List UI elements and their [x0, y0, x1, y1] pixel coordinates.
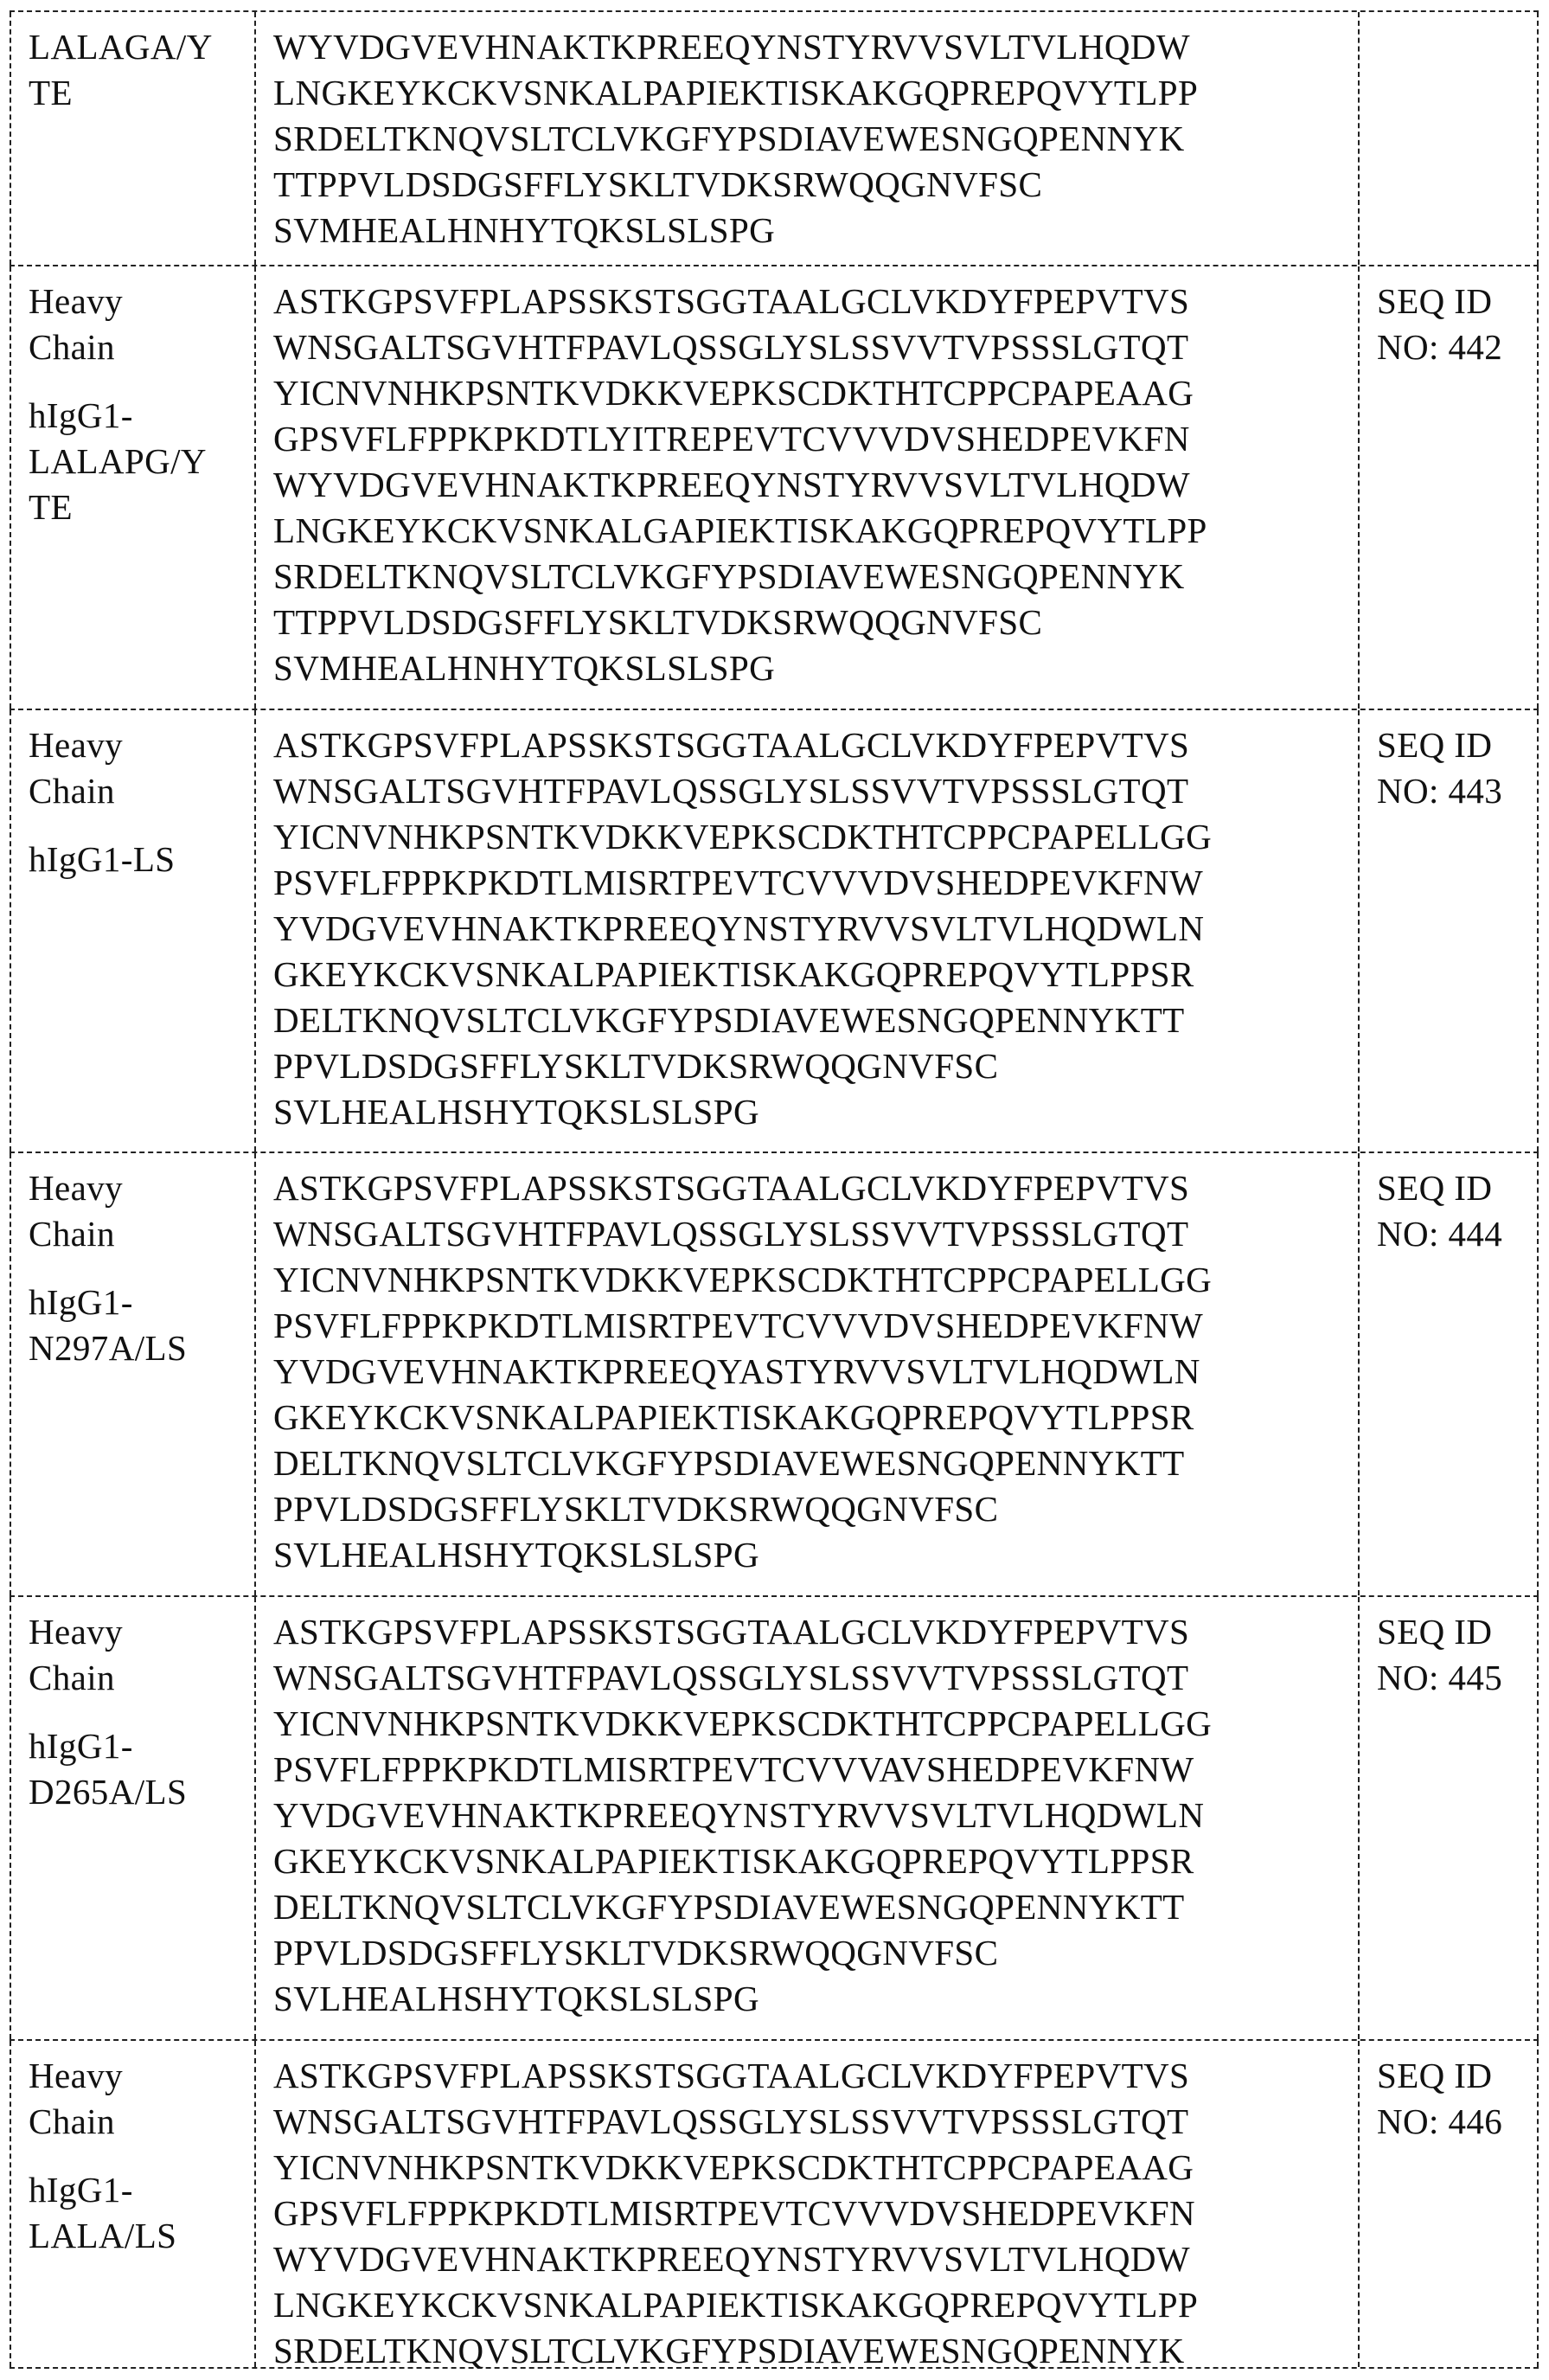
sequence-line: YICNVNHKPSNTKVDKKVEPKSCDKTHTCPPCPAPEAAG [273, 2147, 1194, 2187]
table-row [10, 1152, 1539, 1595]
sequence-line: ASTKGPSVFPLAPSSKSTSGGTAALGCLVKDYFPEPVTVS [273, 1168, 1190, 1208]
construct-name-line: Chain [29, 1658, 115, 1697]
construct-name-line: TE [29, 73, 73, 112]
construct-name-line: hIgG1- [29, 395, 133, 435]
sequence-line: DELTKNQVSLTCLVKGFYPSDIAVEWESNGQPENNYKTT [273, 1887, 1185, 1927]
sequence-line: ASTKGPSVFPLAPSSKSTSGGTAALGCLVKDYFPEPVTVS [273, 281, 1190, 321]
sequence-line: WNSGALTSGVHTFPAVLQSSGLYSLSSVVTVPSSSLGTQT [273, 327, 1189, 367]
seq-id-line: SEQ ID [1377, 281, 1493, 321]
seq-id-line: SEQ ID [1377, 2056, 1493, 2095]
construct-name-line: LALAGA/Y [29, 27, 213, 67]
sequence-line: YICNVNHKPSNTKVDKKVEPKSCDKTHTCPPCPAPELLGG [273, 1703, 1213, 1743]
sequence-line: SVMHEALHNHYTQKSLSLSPG [273, 648, 776, 688]
seq-id-line: NO: 442 [1377, 327, 1503, 367]
sequence-line: ASTKGPSVFPLAPSSKSTSGGTAALGCLVKDYFPEPVTVS [273, 1612, 1190, 1652]
construct-name-line: LALAPG/Y [29, 441, 207, 481]
construct-name-cell [10, 1597, 254, 2039]
construct-name-line: Heavy [29, 281, 124, 321]
sequence-table [10, 10, 1539, 2369]
seq-id-line: SEQ ID [1377, 1168, 1493, 1208]
sequence-cell [254, 2041, 1358, 2370]
sequence-line: LNGKEYKCKVSNKALPAPIEKTISKAKGQPREPQVYTLPP [273, 2285, 1199, 2325]
construct-name-cell [10, 266, 254, 709]
sequence-line: PPVLDSDGSFFLYSKLTVDKSRWQQGNVFSC [273, 1046, 999, 1086]
construct-name-line: Chain [29, 327, 115, 367]
construct-name-cell [10, 1153, 254, 1595]
sequence-line: WYVDGVEVHNAKTKPREEQYNSTYRVVSVLTVLHQDW [273, 465, 1190, 504]
sequence-line: SVLHEALHSHYTQKSLSLSPG [273, 1979, 759, 2018]
sequence-line: PPVLDSDGSFFLYSKLTVDKSRWQQGNVFSC [273, 1489, 999, 1529]
sequence-line: WYVDGVEVHNAKTKPREEQYNSTYRVVSVLTVLHQDW [273, 2239, 1190, 2279]
seq-id-line: NO: 444 [1377, 1214, 1503, 1254]
sequence-line: SRDELTKNQVSLTCLVKGFYPSDIAVEWESNGQPENNYK [273, 556, 1185, 596]
table-row [10, 2039, 1539, 2369]
sequence-line: PSVFLFPPKPKDTLMISRTPEVTCVVVDVSHEDPEVKFNW [273, 1305, 1204, 1345]
construct-name-line: Chain [29, 771, 115, 811]
sequence-line: SVLHEALHSHYTQKSLSLSPG [273, 1535, 759, 1575]
sequence-line: ASTKGPSVFPLAPSSKSTSGGTAALGCLVKDYFPEPVTVS [273, 725, 1190, 765]
seq-id-line: NO: 445 [1377, 1658, 1503, 1697]
sequence-line: PPVLDSDGSFFLYSKLTVDKSRWQQGNVFSC [273, 1933, 999, 1973]
seq-id-line: NO: 446 [1377, 2101, 1503, 2141]
table-row [10, 1595, 1539, 2039]
construct-name-line: Heavy [29, 725, 124, 765]
sequence-line: GKEYKCKVSNKALPAPIEKTISKAKGQPREPQVYTLPPSR [273, 954, 1194, 994]
sequence-cell [254, 12, 1358, 265]
sequence-line: GPSVFLFPPKPKDTLMISRTPEVTCVVVDVSHEDPEVKFN [273, 2193, 1196, 2233]
seq-id-line: NO: 443 [1377, 771, 1503, 811]
sequence-line: WNSGALTSGVHTFPAVLQSSGLYSLSSVVTVPSSSLGTQT [273, 2101, 1189, 2141]
seq-id-line: SEQ ID [1377, 725, 1493, 765]
construct-name-line: hIgG1- [29, 1726, 133, 1766]
construct-name-cell [10, 710, 254, 1152]
construct-name-line: Heavy [29, 2056, 124, 2095]
sequence-line: YVDGVEVHNAKTKPREEQYNSTYRVVSVLTVLHQDWLN [273, 1795, 1205, 1835]
sequence-cell [254, 710, 1358, 1152]
seq-id-cell [1358, 2041, 1539, 2367]
sequence-line: SVMHEALHNHYTQKSLSLSPG [273, 210, 776, 250]
sequence-line: WNSGALTSGVHTFPAVLQSSGLYSLSSVVTVPSSSLGTQT [273, 1658, 1189, 1697]
sequence-line: YICNVNHKPSNTKVDKKVEPKSCDKTHTCPPCPAPELLGG [273, 817, 1213, 856]
construct-name-line: Chain [29, 2101, 115, 2141]
construct-name-line: Heavy [29, 1612, 124, 1652]
construct-name-line: Heavy [29, 1168, 124, 1208]
table-row [10, 265, 1539, 709]
sequence-cell [254, 1153, 1358, 1595]
sequence-line: SVLHEALHSHYTQKSLSLSPG [273, 1092, 759, 1132]
construct-name-line: N297A/LS [29, 1328, 188, 1368]
sequence-line: YVDGVEVHNAKTKPREEQYNSTYRVVSVLTVLHQDWLN [273, 908, 1205, 948]
sequence-line: GKEYKCKVSNKALPAPIEKTISKAKGQPREPQVYTLPPSR [273, 1841, 1194, 1881]
sequence-line: LNGKEYKCKVSNKALGAPIEKTISKAKGQPREPQVYTLPP [273, 510, 1207, 550]
sequence-line: TTPPVLDSDGSFFLYSKLTVDKSRWQQGNVFSC [273, 164, 1043, 204]
seq-id-cell [1358, 12, 1539, 265]
seq-id-cell [1358, 1597, 1539, 2039]
sequence-line: GKEYKCKVSNKALPAPIEKTISKAKGQPREPQVYTLPPSR [273, 1397, 1194, 1437]
sequence-line: GPSVFLFPPKPKDTLYITREPEVTCVVVDVSHEDPEVKFN [273, 419, 1190, 459]
seq-id-line: SEQ ID [1377, 1612, 1493, 1652]
seq-id-cell [1358, 266, 1539, 709]
table-row [10, 709, 1539, 1152]
table-row [10, 10, 1539, 265]
construct-name-line: hIgG1- [29, 1282, 133, 1322]
sequence-line: YVDGVEVHNAKTKPREEQYASTYRVVSVLTVLHQDWLN [273, 1351, 1200, 1391]
sequence-line: DELTKNQVSLTCLVKGFYPSDIAVEWESNGQPENNYKTT [273, 1443, 1185, 1483]
construct-name-line: hIgG1- [29, 2170, 133, 2210]
construct-name-line: Chain [29, 1214, 115, 1254]
sequence-line: YICNVNHKPSNTKVDKKVEPKSCDKTHTCPPCPAPEAAG [273, 373, 1194, 413]
construct-name-cell [10, 12, 254, 265]
sequence-line: WNSGALTSGVHTFPAVLQSSGLYSLSSVVTVPSSSLGTQT [273, 771, 1189, 811]
construct-name-line: LALA/LS [29, 2216, 177, 2255]
construct-name-line: hIgG1-LS [29, 839, 176, 879]
sequence-line: TTPPVLDSDGSFFLYSKLTVDKSRWQQGNVFSC [273, 602, 1043, 642]
seq-id-cell [1358, 1153, 1539, 1595]
sequence-line: WYVDGVEVHNAKTKPREEQYNSTYRVVSVLTVLHQDW [273, 27, 1190, 67]
construct-name-cell [10, 2041, 254, 2367]
sequence-line: SRDELTKNQVSLTCLVKGFYPSDIAVEWESNGQPENNYK [273, 119, 1185, 158]
sequence-line: DELTKNQVSLTCLVKGFYPSDIAVEWESNGQPENNYKTT [273, 1000, 1185, 1040]
sequence-line: PSVFLFPPKPKDTLMISRTPEVTCVVVDVSHEDPEVKFNW [273, 863, 1204, 902]
construct-name-line: TE [29, 487, 73, 527]
construct-name-line: D265A/LS [29, 1772, 188, 1812]
sequence-line: LNGKEYKCKVSNKALPAPIEKTISKAKGQPREPQVYTLPP [273, 73, 1199, 112]
sequence-line: YICNVNHKPSNTKVDKKVEPKSCDKTHTCPPCPAPELLGG [273, 1260, 1213, 1299]
sequence-cell [254, 1597, 1358, 2039]
sequence-line: PSVFLFPPKPKDTLMISRTPEVTCVVVAVSHEDPEVKFNW [273, 1749, 1194, 1789]
sequence-cell [254, 266, 1358, 709]
sequence-line: WNSGALTSGVHTFPAVLQSSGLYSLSSVVTVPSSSLGTQT [273, 1214, 1189, 1254]
seq-id-cell [1358, 710, 1539, 1152]
sequence-line: SRDELTKNQVSLTCLVKGFYPSDIAVEWESNGQPENNYK [273, 2331, 1185, 2370]
sequence-line: ASTKGPSVFPLAPSSKSTSGGTAALGCLVKDYFPEPVTVS [273, 2056, 1190, 2095]
